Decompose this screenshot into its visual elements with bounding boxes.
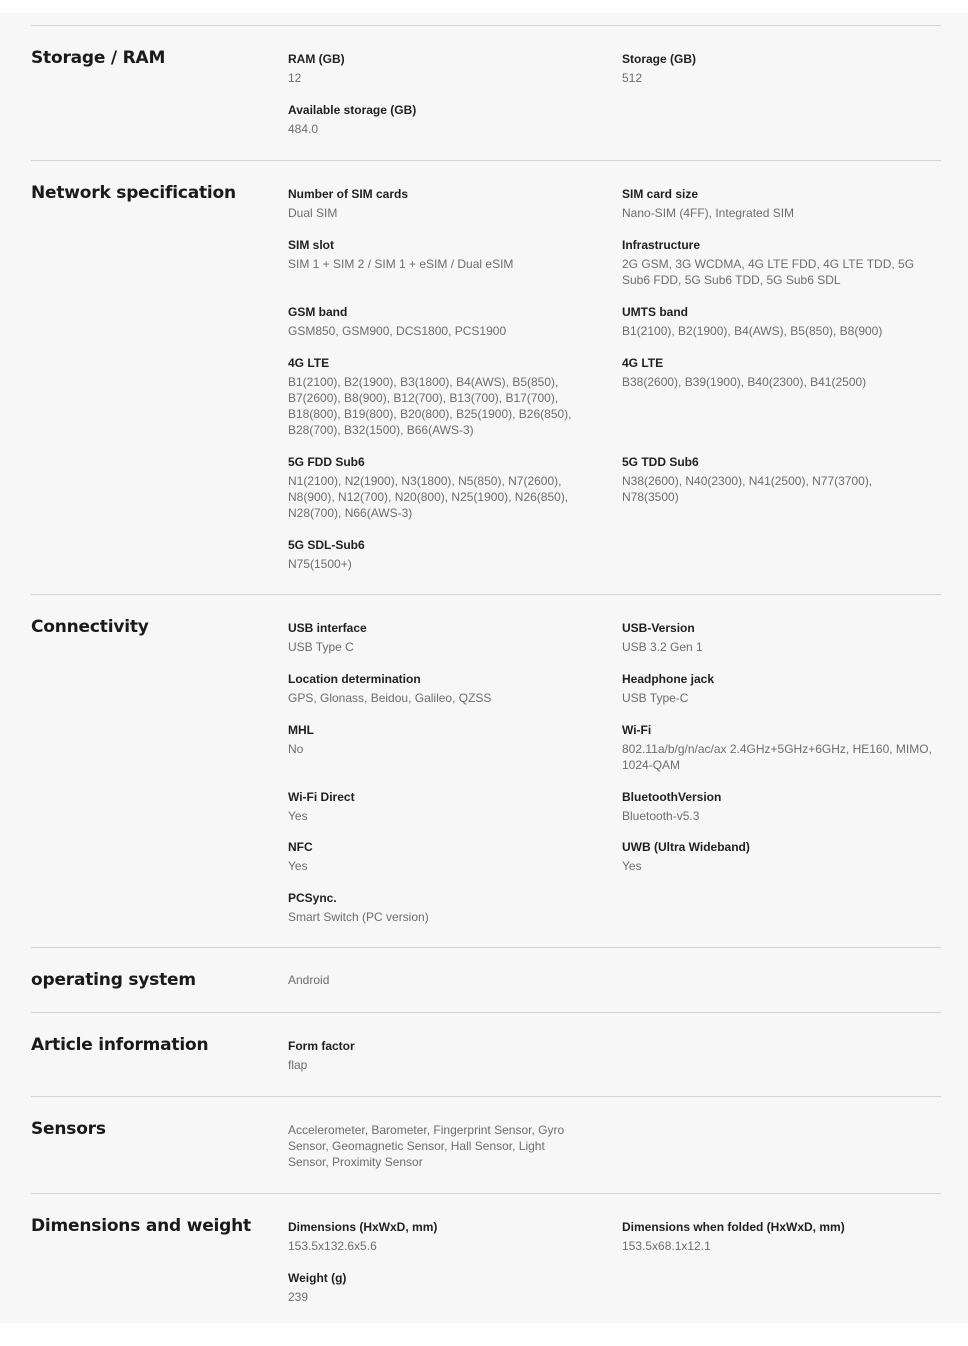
section-storage-ram (31, 25, 941, 136)
spec-value: 153.5x132.6x5.6 (288, 1239, 377, 1253)
spec-4g-lte-fdd (288, 355, 588, 438)
spec-value: USB Type C (288, 640, 354, 654)
spec-value: Yes (288, 859, 308, 873)
spec-available-storage (288, 102, 588, 137)
spec-value: B1(2100), B2(1900), B4(AWS), B5(850), B8(900) (622, 324, 883, 338)
spec-value: N1(2100), N2(1900), N3(1800), N5(850), N7(2600), N8(900), N12(700), N20(800), N25(1900), N26(850), N28(700), N66(AWS-3) (288, 474, 569, 520)
spec-value: Yes (288, 809, 308, 823)
spec-location (288, 671, 588, 706)
spec-label: Headphone jack (622, 672, 715, 686)
spec-label: SIM card size (622, 187, 699, 201)
spec-weight (288, 1270, 588, 1305)
spec-label: 4G LTE (622, 356, 664, 370)
spec-5g-fdd-sub6 (288, 454, 588, 521)
spec-label: USB interface (288, 621, 367, 635)
spec-value: N38(2600), N40(2300), N41(2500), N77(3700), N78(3500) (622, 474, 873, 504)
spec-dimensions (288, 1219, 588, 1254)
spec-headphone-jack (622, 671, 932, 706)
spec-label: SIM slot (288, 238, 335, 252)
spec-value: 2G GSM, 3G WCDMA, 4G LTE FDD, 4G LTE TDD, 5G Sub6 FDD, 5G Sub6 TDD, 5G Sub6 SDL (622, 257, 915, 287)
spec-os (288, 972, 588, 988)
section-sensors (31, 1096, 941, 1169)
spec-value: USB 3.2 Gen 1 (622, 640, 703, 654)
spec-value: 512 (622, 71, 643, 85)
spec-value: USB Type-C (622, 691, 689, 705)
spec-value: GPS, Glonass, Beidou, Galileo, QZSS (288, 691, 492, 705)
section-article-information (31, 1012, 941, 1072)
spec-value: Smart Switch (PC version) (288, 910, 429, 924)
section-network (31, 160, 941, 571)
spec-label: 4G LTE (288, 356, 330, 370)
spec-label: 5G TDD Sub6 (622, 455, 699, 469)
spec-uwb (622, 839, 932, 874)
section-title: Storage / RAM (31, 48, 166, 68)
spec-wifi-direct (288, 789, 588, 824)
spec-umts-band (622, 304, 932, 339)
spec-sensors (288, 1122, 588, 1170)
spec-label: Dimensions when folded (HxWxD, mm) (622, 1220, 845, 1234)
spec-value: N75(1500+) (288, 557, 352, 571)
spec-label: UMTS band (622, 305, 688, 319)
spec-label: Form factor (288, 1039, 355, 1053)
spec-label: NFC (288, 840, 313, 854)
spec-value: 153.5x68.1x12.1 (622, 1239, 711, 1253)
spec-label: Infrastructure (622, 238, 701, 252)
spec-label: USB-Version (622, 621, 695, 635)
spec-value: Yes (622, 859, 642, 873)
spec-sim-size (622, 186, 932, 221)
spec-label: Number of SIM cards (288, 187, 409, 201)
spec-gsm-band (288, 304, 588, 339)
spec-form-factor (288, 1038, 588, 1073)
spec-bluetooth (622, 789, 932, 824)
spec-pcsync (288, 890, 588, 925)
spec-value: Dual SIM (288, 206, 338, 220)
spec-ram (288, 51, 588, 86)
spec-sim-count (288, 186, 588, 221)
spec-label: Available storage (GB) (288, 103, 417, 117)
spec-5g-sdl-sub6 (288, 537, 588, 572)
spec-value: No (288, 742, 304, 756)
spec-value: SIM 1 + SIM 2 / SIM 1 + eSIM / Dual eSIM (288, 257, 514, 271)
spec-value: Bluetooth-v5.3 (622, 809, 700, 823)
section-title: Article information (31, 1035, 209, 1055)
spec-usb-version (622, 620, 932, 655)
spec-nfc (288, 839, 588, 874)
spec-value: 12 (288, 71, 302, 85)
spec-value: 239 (288, 1290, 309, 1304)
spec-label: Location determination (288, 672, 421, 686)
spec-label: UWB (Ultra Wideband) (622, 840, 750, 854)
spec-storage (622, 51, 932, 86)
spec-value: Accelerometer, Barometer, Fingerprint Sensor, Gyro Sensor, Geomagnetic Sensor, Hall Sensor, Light Sensor, Proximity Sensor (288, 1123, 565, 1169)
spec-mhl (288, 722, 588, 757)
spec-value: GSM850, GSM900, DCS1800, PCS1900 (288, 324, 507, 338)
section-title: Connectivity (31, 617, 149, 637)
spec-label: BluetoothVersion (622, 790, 722, 804)
section-title: operating system (31, 970, 196, 990)
section-title: Dimensions and weight (31, 1216, 251, 1236)
spec-value: flap (288, 1058, 308, 1072)
spec-value: 802.11a/b/g/n/ac/ax 2.4GHz+5GHz+6GHz, HE160, MIMO, 1024-QAM (622, 742, 932, 772)
section-title: Sensors (31, 1119, 106, 1139)
spec-label: 5G SDL-Sub6 (288, 538, 365, 552)
spec-label: Dimensions (HxWxD, mm) (288, 1220, 438, 1234)
section-operating-system (31, 947, 941, 990)
spec-value: B38(2600), B39(1900), B40(2300), B41(2500) (622, 375, 867, 389)
spec-label: RAM (GB) (288, 52, 345, 66)
spec-label: GSM band (288, 305, 348, 319)
spec-label: Weight (g) (288, 1271, 347, 1285)
spec-value: Nano-SIM (4FF), Integrated SIM (622, 206, 795, 220)
spec-sim-slot (288, 237, 588, 272)
section-dimensions-weight (31, 1193, 941, 1304)
spec-label: Storage (GB) (622, 52, 697, 66)
spec-value: Android (288, 973, 330, 987)
section-connectivity (31, 594, 941, 924)
spec-wifi (622, 722, 932, 773)
spec-label: MHL (288, 723, 314, 737)
spec-5g-tdd-sub6 (622, 454, 932, 505)
spec-label: PCSync. (288, 891, 337, 905)
spec-sheet-panel (0, 13, 968, 1323)
spec-label: Wi-Fi Direct (288, 790, 355, 804)
spec-dimensions-folded (622, 1219, 932, 1254)
spec-infrastructure (622, 237, 932, 288)
spec-4g-lte-tdd (622, 355, 932, 390)
spec-label: 5G FDD Sub6 (288, 455, 365, 469)
section-title: Network specification (31, 183, 236, 203)
spec-label: Wi-Fi (622, 723, 652, 737)
spec-value: 484.0 (288, 122, 319, 136)
spec-usb-interface (288, 620, 588, 655)
spec-value: B1(2100), B2(1900), B3(1800), B4(AWS), B5(850), B7(2600), B8(900), B12(700), B13(700), B17(700), B18(800), B19(800), B20(800), B25(1900), B26(850), B28(700), B32(1500), B66(AWS-3) (288, 375, 572, 437)
